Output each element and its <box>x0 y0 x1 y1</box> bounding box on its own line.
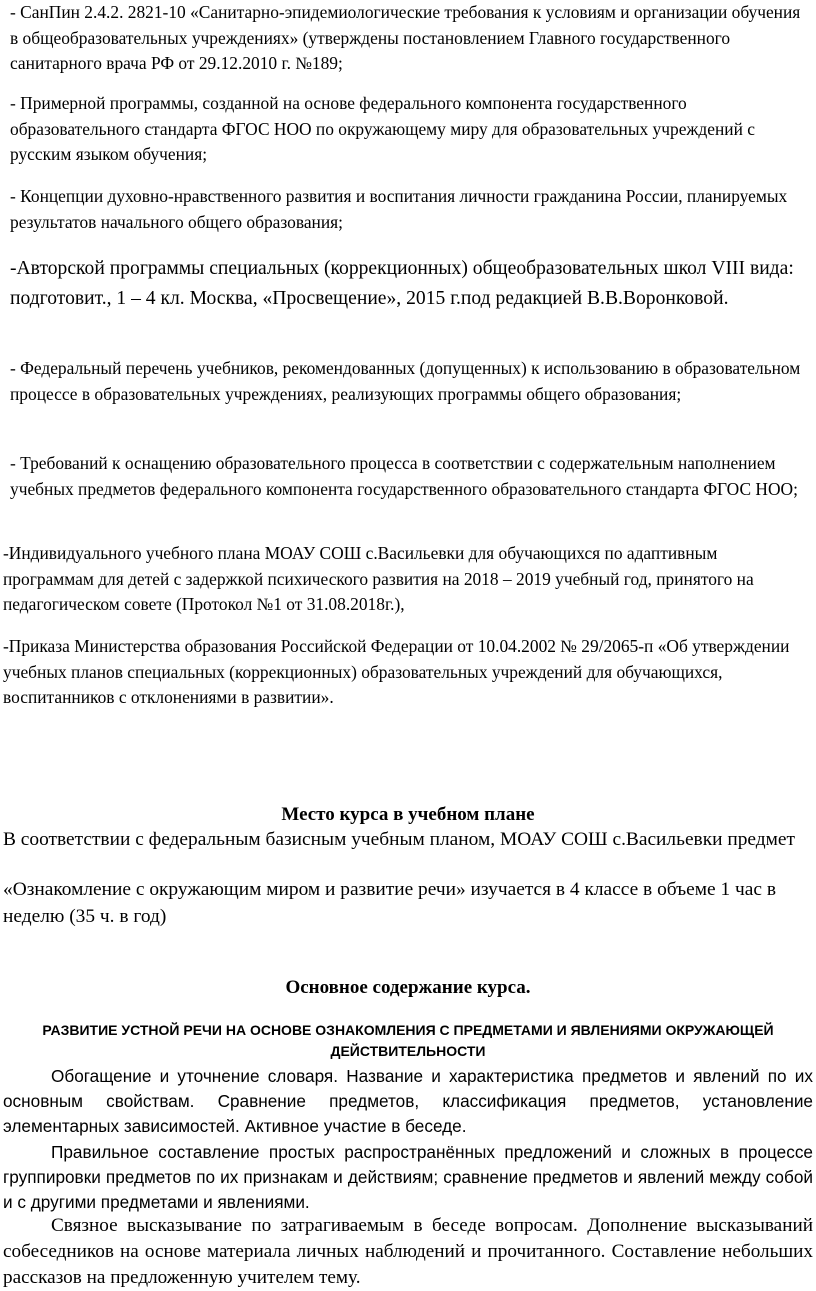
list-item-sanpin: - СанПин 2.4.2. 2821-10 «Санитарно-эпидемиологические требования к условиям и организации обучения в общеобразовательных учреждениях» (утверждены постановлением Главного государственного санитарного врача РФ от 29.12.2010 г. №189; <box>10 2 801 73</box>
course-place-text-2: «Ознакомление с окружающим миром и развитие речи» изучается в 4 классе в объеме 1 час в неделю (35 ч. в год) <box>3 879 777 927</box>
list-item-author-program: -Авторской программы специальных (коррекционных) общеобразовательных школ VIII вида: подготовит., 1 – 4 кл. Москва, «Просвещение», 2015 г.под редакцией В.В.Воронковой. <box>10 258 794 309</box>
list-item-textbook-list: - Федеральный перечень учебников, рекомендованных (допущенных) к использованию в образовательном процессе в образовательных учреждениях, реализующих программы общего образования; <box>10 358 801 404</box>
subsection-title-oral-speech: РАЗВИТИЕ УСТНОЙ РЕЧИ НА ОСНОВЕ ОЗНАКОМЛЕНИЯ С ПРЕДМЕТАМИ И ЯВЛЕНИЯМИ ОКРУЖАЮЩЕЙ ДЕЙСТВИТЕЛЬНОСТИ <box>42 1022 774 1059</box>
section-title-main-content: Основное содержание курса. <box>285 977 531 998</box>
list-item-model-program: - Примерной программы, созданной на основе федерального компонента государственного образовательного стандарта ФГОС НОО по окружающему миру для образовательных учреждений с русским языком обучения; <box>10 93 755 164</box>
list-item-concept: - Концепции духовно-нравственного развития и воспитания личности гражданина России, планируемых результатов начального общего образования; <box>10 186 788 232</box>
list-item-equipment-requirements: - Требований к оснащению образовательного процесса в соответствии с содержательным наполнением учебных предметов федерального компонента государственного образовательного стандарта ФГОС НОО; <box>10 453 798 499</box>
course-place-text-1: В соответствии с федеральным базисным учебным планом, МОАУ СОШ с.Васильевки предмет <box>3 829 796 850</box>
list-item-individual-plan: -Индивидуального учебного плана МОАУ СОШ с.Васильевки для обучающихся по адаптивным программам для детей с задержкой психического развития на 2018 – 2019 учебный год, принятого на педагогическом совете (Протокол №1 от 31.08.2018г.), <box>3 543 754 614</box>
content-paragraph-coherent-speech: Связное высказывание по затрагиваемым в беседе вопросам. Дополнение высказываний собеседников на основе материала личных наблюдений и прочитанного. Составление небольших рассказов на предложенную учителем тему. <box>3 1215 813 1288</box>
section-title-course-place: Место курса в учебном плане <box>281 804 535 825</box>
list-item-ministry-order: -Приказа Министерства образования Российской Федерации от 10.04.2002 № 29/2065-п «Об утверждении учебных планов специальных (коррекционных) образовательных учреждений для обучающихся, воспитанников с отклонениями в развитии». <box>3 636 790 707</box>
content-paragraph-vocabulary: Обогащение и уточнение словаря. Название и характеристика предметов и явлений по их основным свойствам. Сравнение предметов, классификация предметов, установление элементарных зависимостей. Активное участие в беседе. <box>3 1066 813 1136</box>
content-paragraph-sentences: Правильное составление простых распространённых предложений и сложных в процессе группировки предметов по их признакам и действиям; сравнение предметов и явлений между собой и с другими предметами и явлениями. <box>3 1142 813 1212</box>
